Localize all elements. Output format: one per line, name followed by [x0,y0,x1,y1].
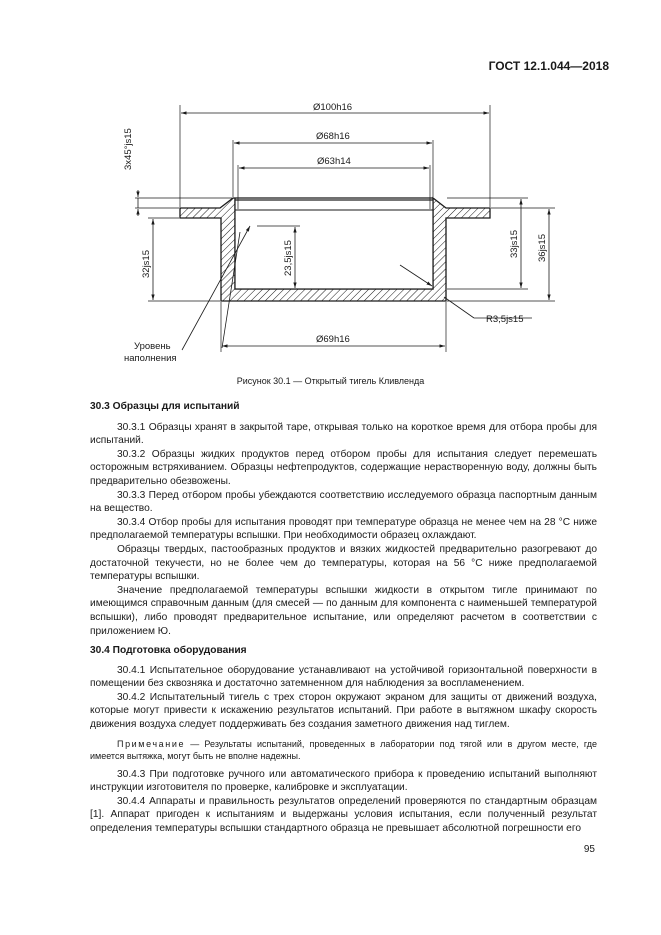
paragraph: 30.4.1 Испытательное оборудование устанавливают на устойчивой горизонтальной поверхности в помещении без сквозняка и достаточно затемненном для наблюдения за воспламенением. [90,664,597,690]
paragraph: Значение предполагаемой температуры вспышки жидкости в открытом тигле принимают по имеющимся справочным данным (для смесей — по данным для компонента с наименьшей температурой вспышки), либо проводят предварительное испытание, или определяют расчетом в соответствии с приложением Ю. [90,584,597,637]
dim-height-36: 36js15 [537,234,548,262]
dim-fill-level: 23,5js15 [283,240,294,276]
note-text: — Результаты испытаний, проведенных в лаборатории под тягой или в другом месте, где имеется вытяжка, могут быть не вполне надежны. [90,738,597,761]
dim-radius: R3,5js15 [486,314,524,325]
paragraph: 30.4.2 Испытательный тигель с трех сторон окружают экраном для защиты от движений воздуха, которые могут привести к искажению результатов испытаний. При работе в вытяжном шкафу скорость движения воздуха следует поддерживать без создания заметного движения над тиглем. [90,691,597,730]
section-heading: 30.4 Подготовка оборудования [90,645,247,656]
section-30-3 [90,400,597,638]
document-header: ГОСТ 12.1.044—2018 [488,59,609,73]
dim-height-33: 33js15 [509,230,520,258]
crucible-drawing [0,0,661,380]
note-label: Примечание [117,738,186,749]
crucible-cavity [235,200,433,289]
page-number: 95 [583,844,595,855]
paragraph: 30.4.4 Аппараты и правильность результатов определений проверяются по стандартным образцам [1]. Аппарат пригоден к испытаниям и выдержаны условия испытания, если полученный результат определения температуры вспышки стандартного образца не превышает абсолютной погрешности его [90,795,597,834]
section-30-4 [90,644,597,836]
paragraph: 30.3.4 Отбор пробы для испытания проводят при температуре образца не менее чем на 28 °С ниже предполагаемой температуры вспышки. При необходимости образец охлаждают. [90,516,597,542]
paragraph: 30.3.1 Образцы хранят в закрытой таре, открывая только на короткое время для отбора пробы для испытаний. [90,421,597,447]
paragraph: 30.3.2 Образцы жидких продуктов перед отбором пробы для испытания следует перемешать осторожным встряхиванием. Образцы нефтепродуктов, содержащие нерастворенную воду, должны быть предварительно обезвожены. [90,448,597,487]
dim-outer-diameter: Ø100h16 [313,102,353,113]
note [90,738,597,762]
dim-depth-outer: 32js15 [141,250,152,278]
paragraph: 30.3.3 Перед отбором пробы убеждаются соответствию исследуемого образца паспортным данным на вещество. [90,489,597,515]
section-heading: 30.3 Образцы для испытаний [90,401,240,412]
dim-bottom: Ø69h16 [316,334,350,345]
paragraph: 30.4.3 При подготовке ручного или автоматического прибора к проведению испытаний выполняют инструкции изготовителя по проверке, калибровке и эксплуатации. [90,768,597,794]
dim-cup-inner: Ø63h14 [317,156,351,167]
paragraph: Образцы твердых, пастообразных продуктов и вязких жидкостей предварительно разогревают до достаточной текучести, но не более чем до температуры, которая на 56 °С ниже предполагаемой температуры вспышки. [90,543,597,583]
label-fill-level-2: наполнения [124,353,177,364]
figure-caption: Рисунок 30.1 — Открытый тигель Кливленда [236,376,425,386]
label-fill-level-1: Уровень [134,341,171,352]
dim-chamfer: 3х45°js15 [123,128,134,170]
dim-cup-outer: Ø68h16 [316,131,350,142]
